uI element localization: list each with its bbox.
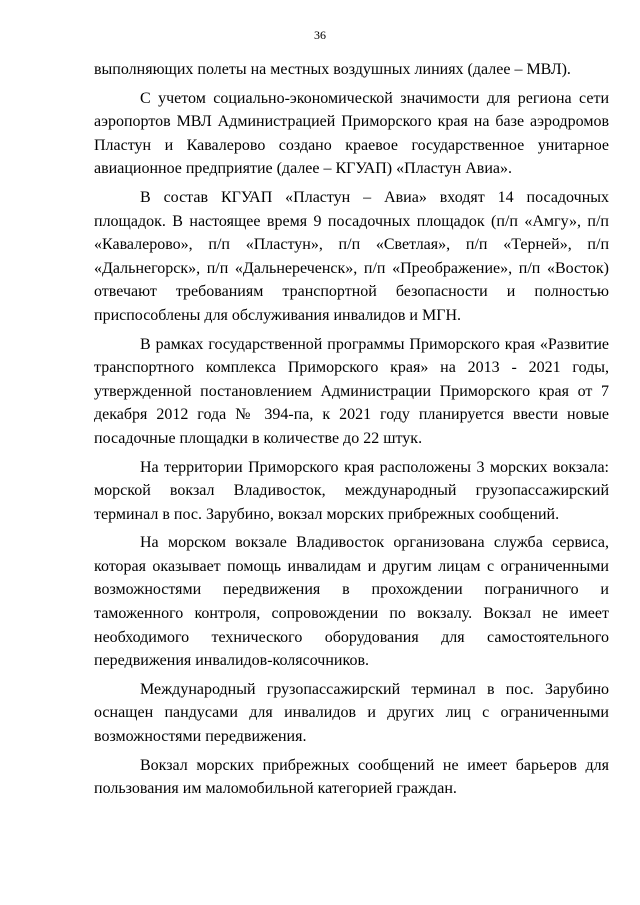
paragraph-state-program: В рамках государственной программы Приморского края «Развитие транспортного комплекса Приморского края» на 2013 - 2021 годы, утвержденной постановлением Администрации Приморского края от 7 декабря 2012 года № 394-па, к 2021 году планируется ввести новые посадочные площадки в количестве до 22 штук. bbox=[94, 335, 609, 447]
paragraph-airports-network: С учетом социально-экономической значимости для региона сети аэропортов МВЛ Администрацией Приморского края на базе аэродромов Пластун и Кавалерово создано краевое государственное унитарное авиационное предприятие (далее – КГУАП) «Пластун Авиа». bbox=[94, 89, 609, 178]
paragraph-vladivostok-terminal: На морском вокзале Владивосток организована служба сервиса, которая оказывает помощь инвалидам и другим лицам с ограниченными возможностями передвижения в прохождении пограничного и таможенного контроля, сопровождении по вокзалу. Вокзал не имеет необходимого технического оборудования для самостоятельного передвижения инвалидов-колясочников. bbox=[94, 534, 609, 670]
paragraph-sea-terminals: На территории Приморского края расположены 3 морских вокзала: морской вокзал Владивосток, международный грузопассажирский терминал в пос. Зарубино, вокзал морских прибрежных сообщений. bbox=[94, 458, 609, 523]
document-body bbox=[94, 58, 609, 801]
paragraph-coastal-terminal: Вокзал морских прибрежных сообщений не имеет барьеров для пользования им маломобильной категорией граждан. bbox=[94, 756, 609, 798]
paragraph-continuation: выполняющих полеты на местных воздушных линиях (далее – МВЛ). bbox=[94, 61, 571, 78]
paragraph-landing-sites: В состав КГУАП «Пластун – Авиа» входят 14 посадочных площадок. В настоящее время 9 посадочных площадок (п/п «Амгу», п/п «Кавалерово», п/п «Пластун», п/п «Светлая», п/п «Терней», п/п «Дальнегорск», п/п «Дальнереченск», п/п «Преображение», п/п «Восток) отвечают требованиям транспортной безопасности и полностью приспособлены для обслуживания инвалидов и МГН. bbox=[94, 188, 609, 324]
paragraph-zarubino-terminal: Международный грузопассажирский терминал в пос. Зарубино оснащен пандусами для инвалидов и других лиц с ограниченными возможностями передвижения. bbox=[94, 680, 609, 746]
page-number: 36 bbox=[314, 28, 326, 42]
